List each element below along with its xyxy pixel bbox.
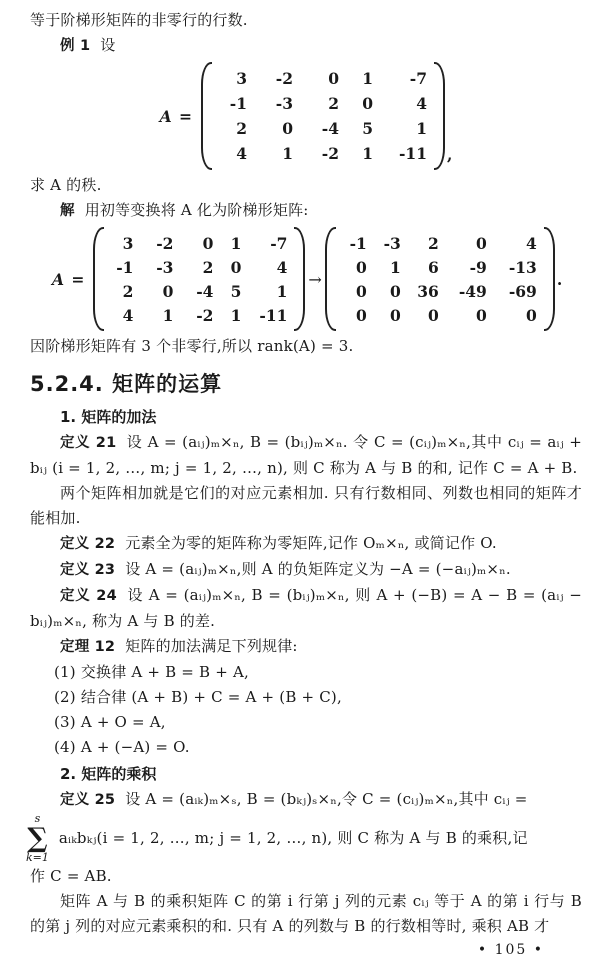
solution-label: 解 xyxy=(60,203,75,219)
matrix-cell: 0 xyxy=(356,305,367,325)
matrix-a-grid xyxy=(214,62,432,170)
left-paren xyxy=(93,227,104,331)
matrix-cell: -1 xyxy=(349,233,367,253)
matrix-cell: 0 xyxy=(428,305,439,325)
definition-23-text: 设 A = (aᵢⱼ)ₘ×ₙ,则 A 的负矩阵定义为 −A = (−aᵢⱼ)ₘ×ₙ. xyxy=(125,560,511,578)
right-paren xyxy=(434,62,445,170)
matrix-cell: 4 xyxy=(122,305,134,325)
section-title: 矩阵的运算 xyxy=(112,372,223,396)
multiplication-note: 矩阵 A 与 B 的乘积矩阵 C 的第 i 行第 j 列的元素 cᵢⱼ 等于 A 的第 i 行与 B 的第 j 列的对应元素乘积的和. 只有 A 的列数与 B 的行数相等时, 乘积 AB 才 xyxy=(30,892,582,936)
product-formula-line xyxy=(26,813,582,864)
trailing-period: . xyxy=(556,269,563,289)
matrix-cell: -4 xyxy=(196,281,214,301)
matrix-cell: 0 xyxy=(356,257,367,277)
example-1-lead: 设 xyxy=(100,36,116,54)
section-number: 5.2.4. xyxy=(30,372,104,396)
definition-23-label: 定义 23 xyxy=(60,562,116,578)
matrix-display-1 xyxy=(30,62,582,170)
matrix-cell: 0 xyxy=(356,281,367,301)
definition-21-text: 设 A = (aᵢⱼ)ₘ×ₙ, B = (bᵢⱼ)ₘ×ₙ. 令 C = (cᵢⱼ)ₘ×ₙ,其中 cᵢⱼ = aᵢⱼ + bᵢⱼ (i = 1, 2, …, m; j = 1, 2, …, n), 则 C 称为 A 与 B 的和, 记作 C = A + B. xyxy=(30,433,582,477)
matrix-a-original xyxy=(93,227,305,331)
definition-23 xyxy=(30,557,582,583)
matrix-cell: 1 xyxy=(362,69,373,88)
matrix-cell: -4 xyxy=(321,119,339,138)
matrix-cell: 1 xyxy=(230,233,242,253)
matrix-cell: 0 xyxy=(526,305,537,325)
matrix-cell: -2 xyxy=(156,233,174,253)
matrix-cell: 0 xyxy=(162,281,174,301)
matrix-cell: 0 xyxy=(390,305,401,325)
matrix-cell: 1 xyxy=(362,144,373,163)
matrix-cell: 0 xyxy=(282,119,293,138)
theorem-12-label: 定理 12 xyxy=(60,639,116,655)
matrix-cell: 2 xyxy=(328,94,339,113)
matrix-a-lhs: A = xyxy=(159,106,193,126)
definition-21-label: 定义 21 xyxy=(60,435,117,451)
rank-result-line: 因阶梯形矩阵有 3 个非零行,所以 rank(A) = 3. xyxy=(30,337,354,355)
matrix-cell: 0 xyxy=(476,233,487,253)
matrix-cell: -1 xyxy=(229,94,247,113)
matrix-a xyxy=(201,62,445,170)
addition-note: 两个矩阵相加就是它们的对应元素相加. 只有行数相同、列数也相同的矩阵才能相加. xyxy=(30,484,582,527)
right-paren xyxy=(294,227,305,331)
matrix-cell: 0 xyxy=(230,257,242,277)
law-item-2: (2) 结合律 (A + B) + C = A + (B + C), xyxy=(54,688,342,706)
example-1-line xyxy=(30,33,582,59)
matrix-cell: 4 xyxy=(526,233,537,253)
solution-text: 用初等变换将 A 化为阶梯形矩阵: xyxy=(84,201,309,219)
definition-21 xyxy=(30,430,582,481)
matrix-cell: 36 xyxy=(417,281,439,301)
definition-25 xyxy=(30,787,582,813)
matrix-cell: 0 xyxy=(476,305,487,325)
intro-line: 等于阶梯形矩阵的非零行的行数. xyxy=(30,11,248,29)
matrix-cell: 2 xyxy=(122,281,134,301)
definition-25-text: 设 A = (aᵢₖ)ₘ×ₛ, B = (bₖⱼ)ₛ×ₙ,令 C = (cᵢⱼ)ₘ×ₙ,其中 cᵢⱼ = xyxy=(125,790,528,808)
product-formula-continuation: 作 C = AB. xyxy=(30,867,112,886)
law-item-1: (1) 交换律 A + B = B + A, xyxy=(54,663,249,681)
product-formula-text: aᵢₖbₖⱼ(i = 1, 2, …, m; j = 1, 2, …, n), 则 C 称为 A 与 B 的乘积,记 xyxy=(58,829,528,848)
matrix-cell: 3 xyxy=(236,69,247,88)
matrix-cell: 3 xyxy=(122,233,134,253)
law-item-3: (3) A + O = A, xyxy=(54,713,166,731)
subsection-2-title: 2. 矩阵的乘积 xyxy=(60,765,157,783)
matrix-cell: -49 xyxy=(458,281,487,301)
theorem-12-text: 矩阵的加法满足下列规律: xyxy=(125,637,298,655)
matrix-right-grid xyxy=(338,227,542,331)
definition-22-label: 定义 22 xyxy=(60,536,116,552)
right-paren xyxy=(544,227,555,331)
matrix-display-2 xyxy=(52,227,582,331)
matrix-cell: -2 xyxy=(196,305,214,325)
trailing-comma: , xyxy=(447,145,453,164)
matrix-cell: 5 xyxy=(362,119,373,138)
definition-24-label: 定义 24 xyxy=(60,588,117,604)
matrix-cell: 0 xyxy=(362,94,373,113)
matrix-cell: 4 xyxy=(236,144,247,163)
matrix-echelon xyxy=(325,227,555,331)
definition-22 xyxy=(30,531,582,557)
matrix-cell: 6 xyxy=(428,257,439,277)
matrix-cell: -11 xyxy=(259,305,288,325)
matrix-cell: 0 xyxy=(202,233,214,253)
sum-lower-limit: k=1 xyxy=(26,851,49,865)
matrix-cell: -2 xyxy=(275,69,293,88)
matrix-cell: -7 xyxy=(409,69,427,88)
matrix-cell: 1 xyxy=(416,119,427,138)
matrix-cell: 1 xyxy=(162,305,174,325)
find-rank-line: 求 A 的秩. xyxy=(30,176,102,194)
right-arrow-icon: → xyxy=(308,269,322,289)
definition-24-text: 设 A = (aᵢⱼ)ₘ×ₙ, B = (bᵢⱼ)ₘ×ₙ, 则 A + (−B) = A − B = (aᵢⱼ − bᵢⱼ)ₘ×ₙ, 称为 A 与 B 的差. xyxy=(30,586,582,630)
subsection-1-title: 1. 矩阵的加法 xyxy=(60,408,157,426)
left-paren xyxy=(325,227,336,331)
matrix-cell: 2 xyxy=(428,233,439,253)
matrix-cell: -3 xyxy=(383,233,401,253)
matrix-cell: -13 xyxy=(508,257,537,277)
solution-line xyxy=(30,198,582,224)
matrix-cell: 1 xyxy=(230,305,242,325)
theorem-12 xyxy=(30,634,582,660)
sigma-icon: ∑ xyxy=(27,823,48,855)
section-heading xyxy=(30,369,582,399)
matrix-cell: 0 xyxy=(390,281,401,301)
definition-25-label: 定义 25 xyxy=(60,792,116,808)
matrix-a-lhs-2: A = xyxy=(52,269,86,289)
summation-symbol xyxy=(26,813,49,864)
matrix-cell: -3 xyxy=(275,94,293,113)
definition-22-text: 元素全为零的矩阵称为零矩阵,记作 Oₘ×ₙ, 或简记作 O. xyxy=(125,534,497,552)
matrix-cell: 5 xyxy=(230,281,242,301)
matrix-cell: 0 xyxy=(328,69,339,88)
matrix-cell: -7 xyxy=(270,233,288,253)
page-number: • 105 • xyxy=(477,942,544,958)
matrix-cell: 1 xyxy=(276,281,288,301)
matrix-cell: 1 xyxy=(282,144,293,163)
matrix-cell: 4 xyxy=(416,94,427,113)
sum-upper-limit: s xyxy=(34,812,41,825)
matrix-cell: -3 xyxy=(156,257,174,277)
matrix-cell: 1 xyxy=(390,257,401,277)
left-paren xyxy=(201,62,212,170)
matrix-left-grid xyxy=(106,227,292,331)
matrix-cell: -69 xyxy=(508,281,537,301)
matrix-cell: -2 xyxy=(321,144,339,163)
matrix-cell: -11 xyxy=(398,144,427,163)
matrix-cell: -1 xyxy=(116,257,134,277)
matrix-cell: -9 xyxy=(469,257,487,277)
example-1-label: 例 1 xyxy=(60,38,91,54)
definition-24 xyxy=(30,583,582,634)
law-item-4: (4) A + (−A) = O. xyxy=(54,738,190,756)
matrix-cell: 2 xyxy=(202,257,214,277)
matrix-cell: 2 xyxy=(236,119,247,138)
matrix-cell: 4 xyxy=(276,257,288,277)
